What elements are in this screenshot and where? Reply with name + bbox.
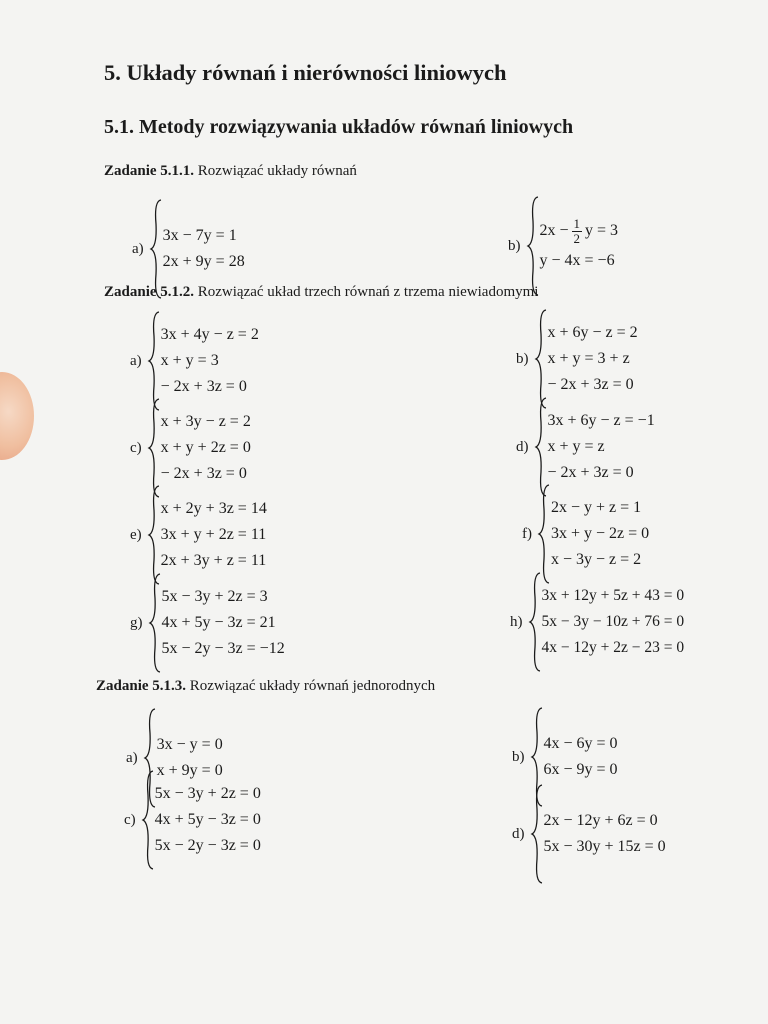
system-label: c) xyxy=(130,439,142,456)
system-5-1-2-b xyxy=(516,309,638,409)
task-text: Rozwiązać układy równań jednorodnych xyxy=(189,678,436,694)
equation-part: 2x − xyxy=(539,222,569,239)
equation: x + y = 3 + z xyxy=(547,350,630,367)
task-5-1-2-heading xyxy=(104,284,538,301)
equation: 5x − 2y − 3z = −12 xyxy=(161,640,285,657)
system-5-1-3-c xyxy=(124,770,261,870)
equation: x + 3y − z = 2 xyxy=(160,413,251,430)
task-5-1-3-heading xyxy=(96,678,435,695)
equation: 3x + 4y − z = 2 xyxy=(160,326,259,343)
section-title: 5.1. Metody rozwiązywania układów równań liniowych xyxy=(104,116,574,138)
equation: 3x + y + 2z = 11 xyxy=(160,526,267,543)
equation: 4x − 12y + 2z − 23 = 0 xyxy=(541,639,685,656)
chapter-title: 5. Układy równań i nierówności liniowych xyxy=(104,60,507,85)
equation: 5x − 2y − 3z = 0 xyxy=(154,837,261,854)
equation: 2x + 9y = 28 xyxy=(162,253,245,270)
equation: 2x + 3y + z = 11 xyxy=(160,552,267,569)
system-label: a) xyxy=(126,749,138,766)
system-5-1-2-c xyxy=(130,398,251,498)
task-label: Zadanie 5.1.3. xyxy=(96,678,187,694)
system-label: d) xyxy=(512,825,525,842)
task-5-1-1-heading xyxy=(104,163,357,180)
equation: 3x + 6y − z = −1 xyxy=(547,412,655,429)
equation: 5x − 3y + 2z = 0 xyxy=(154,785,261,802)
brace xyxy=(148,398,160,498)
equation: x + y = z xyxy=(547,438,605,455)
brace xyxy=(531,784,543,884)
equation-with-fraction xyxy=(540,216,619,246)
equation: 3x − 7y = 1 xyxy=(162,227,237,244)
brace xyxy=(148,311,160,411)
equation: 3x + 12y + 5z + 43 = 0 xyxy=(541,587,685,604)
system-5-1-2-d xyxy=(516,397,655,497)
system-label: b) xyxy=(512,748,525,765)
finger-edge xyxy=(0,372,34,460)
equation: 2x − y + z = 1 xyxy=(551,499,642,516)
brace xyxy=(529,572,541,672)
system-label: d) xyxy=(516,438,529,455)
task-label: Zadanie 5.1.1. xyxy=(104,163,195,179)
system-label: b) xyxy=(516,350,529,367)
equation: 2x − 12y + 6z = 0 xyxy=(543,812,658,829)
system-5-1-1-b xyxy=(508,196,618,296)
brace xyxy=(527,196,539,296)
equation: 4x + 5y − 3z = 21 xyxy=(161,614,276,631)
system-label: f) xyxy=(522,525,532,542)
brace xyxy=(149,573,161,673)
fraction xyxy=(572,217,583,246)
system-label: b) xyxy=(508,237,521,254)
equation: 3x − y = 0 xyxy=(156,736,223,753)
brace xyxy=(535,309,547,409)
task-label: Zadanie 5.1.2. xyxy=(104,284,195,300)
equation: x + 9y = 0 xyxy=(156,762,223,779)
equation: x + y + 2z = 0 xyxy=(160,439,251,456)
fraction-numerator: 1 xyxy=(573,215,581,231)
brace xyxy=(148,485,160,585)
system-5-1-2-a xyxy=(130,311,259,411)
equation: 4x + 5y − 3z = 0 xyxy=(154,811,261,828)
equation: 4x − 6y = 0 xyxy=(543,735,618,752)
brace xyxy=(535,397,547,497)
brace xyxy=(142,770,154,870)
equation: 3x + y − 2z = 0 xyxy=(551,525,650,542)
system-label: h) xyxy=(510,613,523,630)
system-5-1-2-h xyxy=(510,572,684,672)
equation: x + 2y + 3z = 14 xyxy=(160,500,267,517)
system-5-1-2-e xyxy=(130,485,267,585)
equation: − 2x + 3z = 0 xyxy=(160,378,247,395)
equation: 5x − 3y + 2z = 3 xyxy=(161,588,268,605)
equation: 5x − 3y − 10z + 76 = 0 xyxy=(541,613,685,630)
system-label: g) xyxy=(130,614,143,631)
equation: − 2x + 3z = 0 xyxy=(547,376,634,393)
equation: 6x − 9y = 0 xyxy=(543,761,618,778)
system-label: e) xyxy=(130,526,142,543)
equation-part: y = 3 xyxy=(585,222,619,239)
system-5-1-3-d xyxy=(512,784,666,884)
equation: x − 3y − z = 2 xyxy=(551,551,642,568)
equation: y − 4x = −6 xyxy=(539,252,615,269)
task-text: Rozwiązać układ trzech równań z trzema niewiadomymi xyxy=(197,284,539,300)
equation: x + y = 3 xyxy=(160,352,219,369)
task-text: Rozwiązać układy równań xyxy=(197,163,357,179)
equation: x + 6y − z = 2 xyxy=(547,324,638,341)
system-label: a) xyxy=(130,352,142,369)
equation: − 2x + 3z = 0 xyxy=(160,465,247,482)
equation: − 2x + 3z = 0 xyxy=(547,464,634,481)
brace xyxy=(538,484,550,584)
system-label: c) xyxy=(124,811,136,828)
fraction-denominator: 2 xyxy=(573,230,581,246)
equation: 5x − 30y + 15z = 0 xyxy=(543,838,666,855)
system-label: a) xyxy=(132,240,144,257)
system-5-1-2-g xyxy=(130,573,285,673)
system-5-1-2-f xyxy=(522,484,649,584)
